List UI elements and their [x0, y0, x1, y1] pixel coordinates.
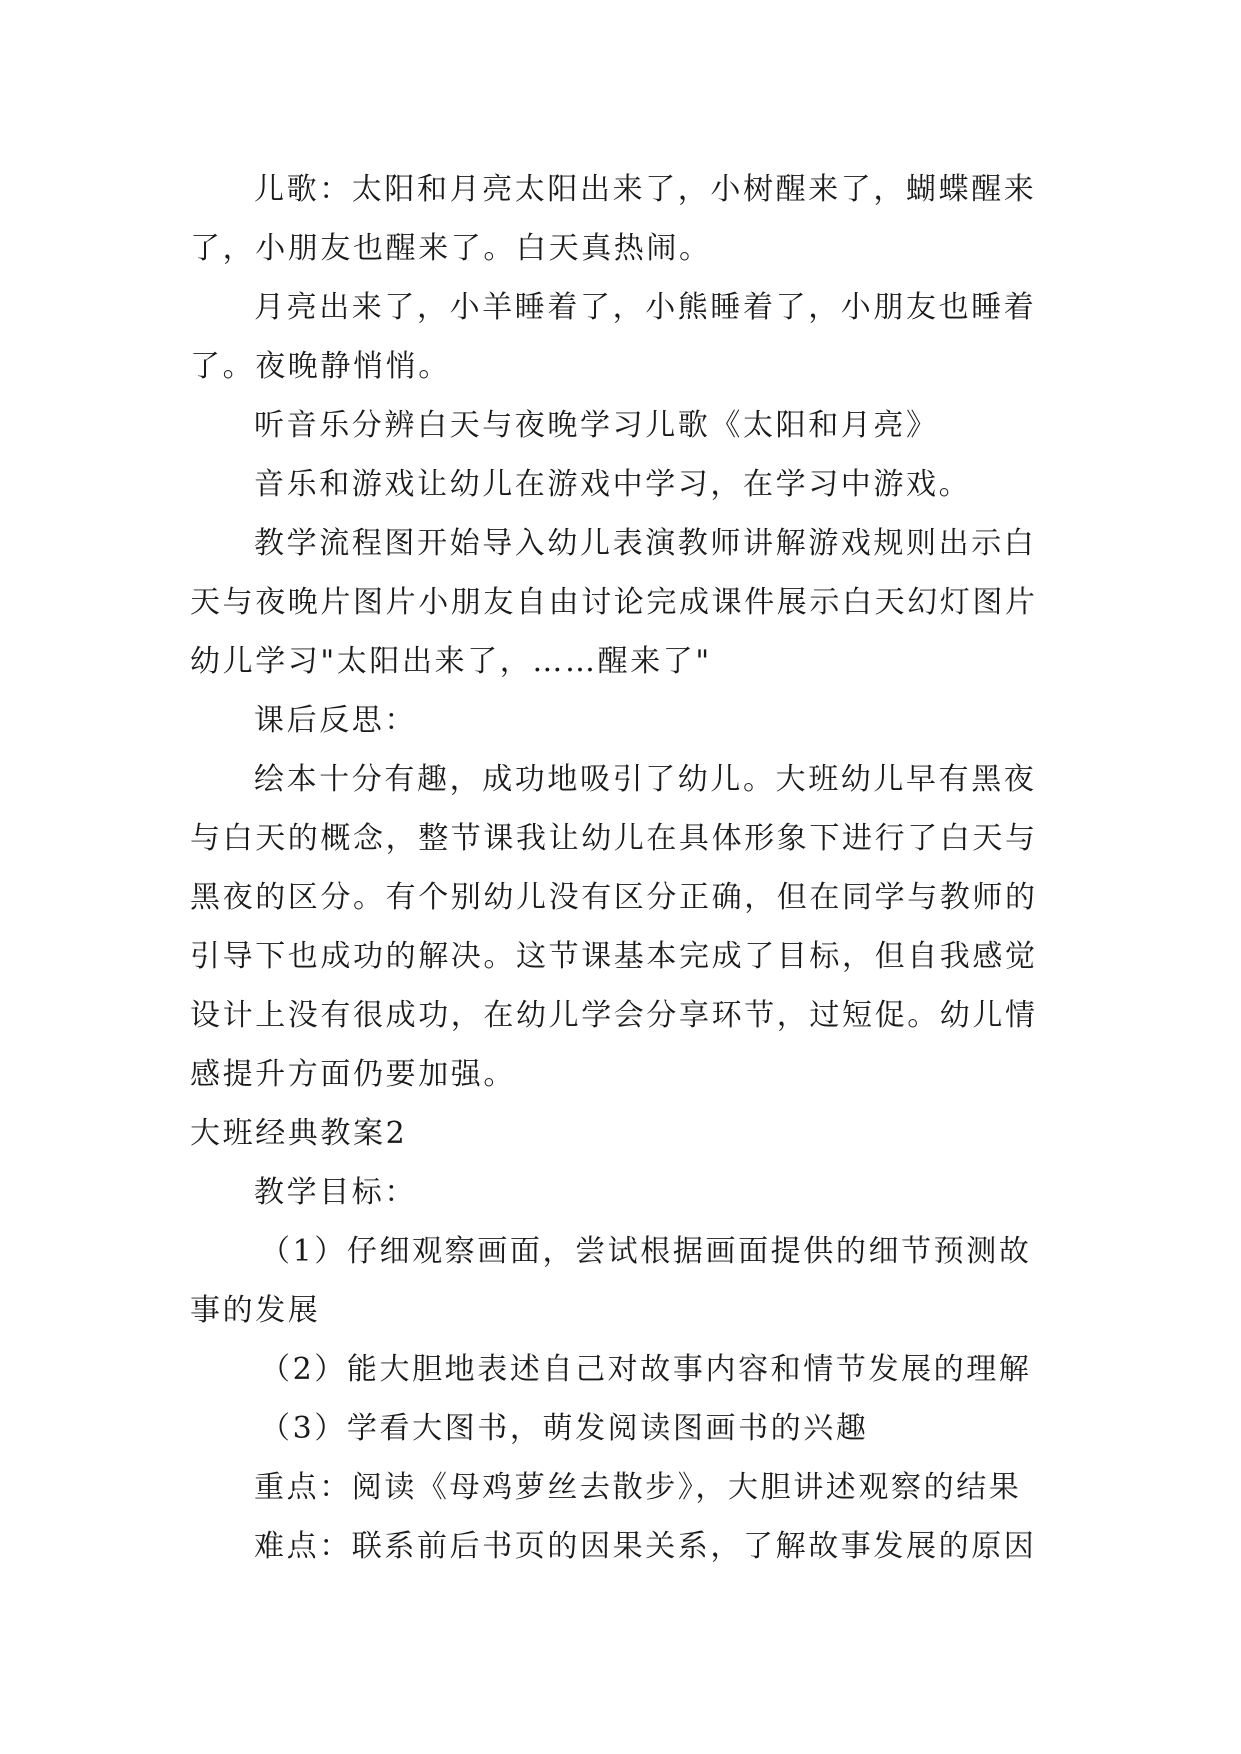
goal-item-3: （3）学看大图书，萌发阅读图画书的兴趣 [260, 1411, 869, 1446]
paragraph-goals-heading: 教学目标： [254, 1175, 417, 1210]
paragraph-moon-verse: 月亮出来了，小羊睡着了，小熊睡着了，小朋友也睡着了。夜晚静悄悄。 [190, 290, 1037, 384]
goal-item-2: （2）能大胆地表述自己对故事内容和情节发展的理解 [260, 1352, 1032, 1387]
paragraph-music-game: 音乐和游戏让幼儿在游戏中学习，在学习中游戏。 [254, 467, 972, 502]
goal-item-1: （1）仔细观察画面，尝试根据画面提供的细节预测故事的发展 [190, 1234, 1032, 1328]
paragraph-nursery-rhyme: 儿歌：太阳和月亮太阳出来了，小树醒来了，蝴蝶醒来了，小朋友也醒来了。白天真热闹。 [190, 172, 1037, 266]
paragraph-reflection-body: 绘本十分有趣，成功地吸引了幼儿。大班幼儿早有黑夜与白天的概念，整节课我让幼儿在具体形象下进行了白天与黑夜的区分。有个别幼儿没有区分正确，但在同学与教师的引导下也成功的解决。这节课基本完成了目标，但自我感觉设计上没有很成功，在幼儿学会分享环节，过短促。幼儿情感提升方面仍要加强。 [190, 762, 1038, 1092]
paragraph-difficult-point: 难点：联系前后书页的因果关系，了解故事发展的原因 [254, 1529, 1037, 1564]
section-title-lesson-2: 大班经典教案2 [190, 1116, 408, 1151]
document-body [190, 160, 1050, 1576]
paragraph-listen-music: 听音乐分辨白天与夜晚学习儿歌《太阳和月亮》 [254, 408, 939, 443]
paragraph-reflection-heading: 课后反思： [254, 703, 417, 738]
paragraph-teaching-flow: 教学流程图开始导入幼儿表演教师讲解游戏规则出示白天与夜晚片图片小朋友自由讨论完成课件展示白天幻灯图片幼儿学习"太阳出来了，……醒来了" [190, 526, 1038, 679]
paragraph-key-point: 重点：阅读《母鸡萝丝去散步》，大胆讲述观察的结果 [254, 1470, 1022, 1505]
